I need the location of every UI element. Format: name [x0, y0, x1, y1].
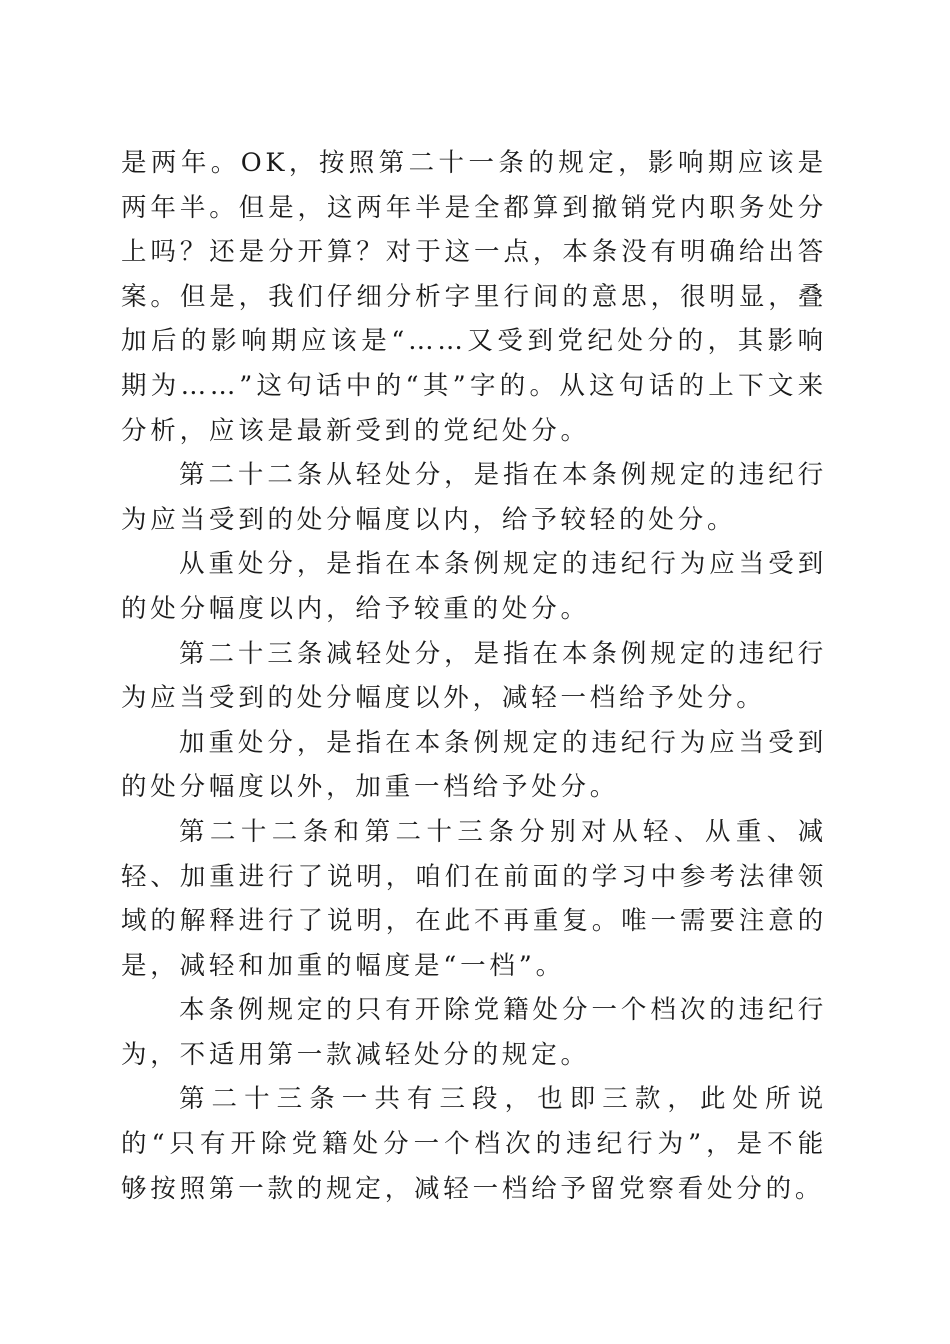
paragraph-6: 第二十二条和第二十三条分别对从轻、从重、减轻、加重进行了说明，咱们在前面的学习中参考法律领域的解释进行了说明，在此不再重复。唯一需要注意的是，减轻和加重的幅度是“一档”。 [121, 816, 827, 981]
paragraph-1: 是两年。OK，按照第二十一条的规定，影响期应该是两年半。但是，这两年半是全都算到撤销党内职务处分上吗？还是分开算？对于这一点，本条没有明确给出答案。但是，我们仔细分析字里行间的意思，很明显，叠加后的影响期应该是“……又受到党纪处分的，其影响期为……”这句话中的“其”字的。从这句话的上下文来分析，应该是最新受到的党纪处分。 [121, 148, 827, 446]
paragraph-3: 从重处分，是指在本条例规定的违纪行为应当受到的处分幅度以内，给予较重的处分。 [121, 549, 827, 624]
paragraph-7: 本条例规定的只有开除党籍处分一个档次的违纪行为，不适用第一款减轻处分的规定。 [121, 995, 827, 1070]
paragraph-5: 加重处分，是指在本条例规定的违纪行为应当受到的处分幅度以外，加重一档给予处分。 [121, 727, 827, 803]
document-body [121, 141, 827, 1211]
paragraph-8: 第二十三条一共有三段，也即三款，此处所说的“只有开除党籍处分一个档次的违纪行为”，是不能够按照第一款的规定，减轻一档给予留党察看处分的。 [121, 1084, 827, 1204]
paragraph-4: 第二十三条减轻处分，是指在本条例规定的违纪行为应当受到的处分幅度以外，减轻一档给予处分。 [121, 638, 827, 714]
paragraph-2: 第二十二条从轻处分，是指在本条例规定的违纪行为应当受到的处分幅度以内，给予较轻的处分。 [121, 460, 827, 535]
